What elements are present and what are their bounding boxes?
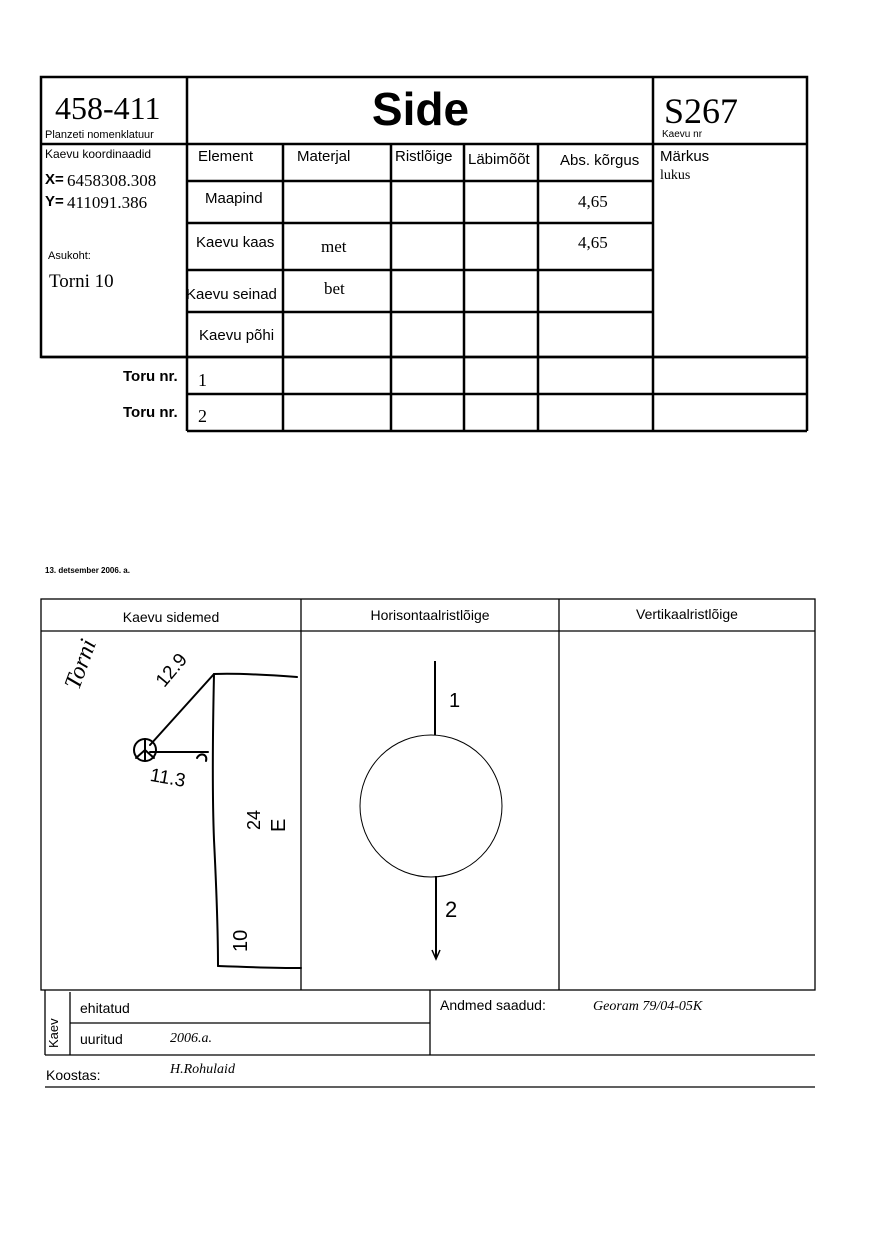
pipe-2-number: 2 (198, 406, 207, 426)
data-source-label: Andmed saadud: (440, 997, 546, 1013)
well-number-label: Kaevu nr (662, 129, 703, 140)
x-coordinate: 6458308.308 (67, 171, 157, 190)
pipe-1-label: Toru nr. (123, 368, 178, 385)
row-abs-height-lid: 4,65 (578, 233, 608, 252)
form-title: Side (371, 83, 470, 135)
y-label: Y= (45, 193, 64, 210)
house-number-note: 10 (230, 929, 252, 952)
street-name-note: Torni (60, 635, 102, 693)
cross-section (360, 661, 502, 959)
diagonal-distance-note: 12.9 (152, 649, 192, 692)
pipe-1-marker: 1 (449, 690, 461, 712)
sketch-header-vertical: Vertikaalristlõige (636, 606, 738, 622)
location-value: Torni 10 (49, 271, 114, 292)
surveyed-label: uuritud (80, 1031, 123, 1047)
row-abs-height-ground: 4,65 (578, 192, 608, 211)
built-label: ehitatud (80, 1000, 130, 1016)
well-number-value: S267 (664, 91, 739, 131)
compiled-by-label: Koostas: (46, 1067, 101, 1083)
x-label: X= (45, 171, 64, 188)
row-element-bottom: Kaevu põhi (199, 327, 275, 344)
row-element-ground: Maapind (205, 190, 263, 207)
column-header-remark: Märkus (660, 148, 710, 165)
horizontal-distance-note: 11.3 (148, 765, 188, 792)
nomenclature-value: 458-411 (55, 90, 161, 126)
document-date: 13. detsember 2006. a. (45, 566, 130, 575)
coordinates-label: Kaevu koordinaadid (45, 147, 152, 161)
pipe-2-marker: 2 (445, 897, 458, 922)
row-element-lid: Kaevu kaas (196, 234, 275, 251)
row-material-walls: bet (324, 279, 345, 298)
compiled-by-value: H.Rohulaid (170, 1062, 235, 1077)
sketch-header-ties: Kaevu sidemed (122, 609, 220, 625)
pipe-1-number: 1 (198, 370, 207, 390)
y-coordinate: 411091.386 (67, 193, 148, 212)
column-header-abs-height: Abs. kõrgus (560, 152, 640, 169)
row-material-lid: met (321, 237, 347, 256)
column-header-diameter: Läbimõõt (468, 151, 530, 168)
sketch-header-horizontal: Horisontaalristlõige (370, 607, 490, 623)
column-header-element: Element (198, 148, 254, 165)
nomenclature-label: Planzeti nomenklatuur (45, 129, 154, 141)
well-side-label: Kaev (46, 1018, 61, 1048)
wall-number-note: 24 (244, 809, 264, 830)
remark-value: lukus (660, 168, 691, 183)
column-header-cross-section: Ristlõige (395, 148, 453, 165)
row-element-walls: Kaevu seinad (186, 286, 277, 303)
surveyed-value: 2006.a. (170, 1031, 212, 1046)
pipe-2-label: Toru nr. (123, 404, 178, 421)
wall-letter-note: E (268, 818, 290, 832)
column-header-material: Materjal (297, 148, 351, 165)
data-source-value: Georam 79/04-05K (593, 999, 703, 1014)
location-label: Asukoht: (48, 250, 91, 262)
